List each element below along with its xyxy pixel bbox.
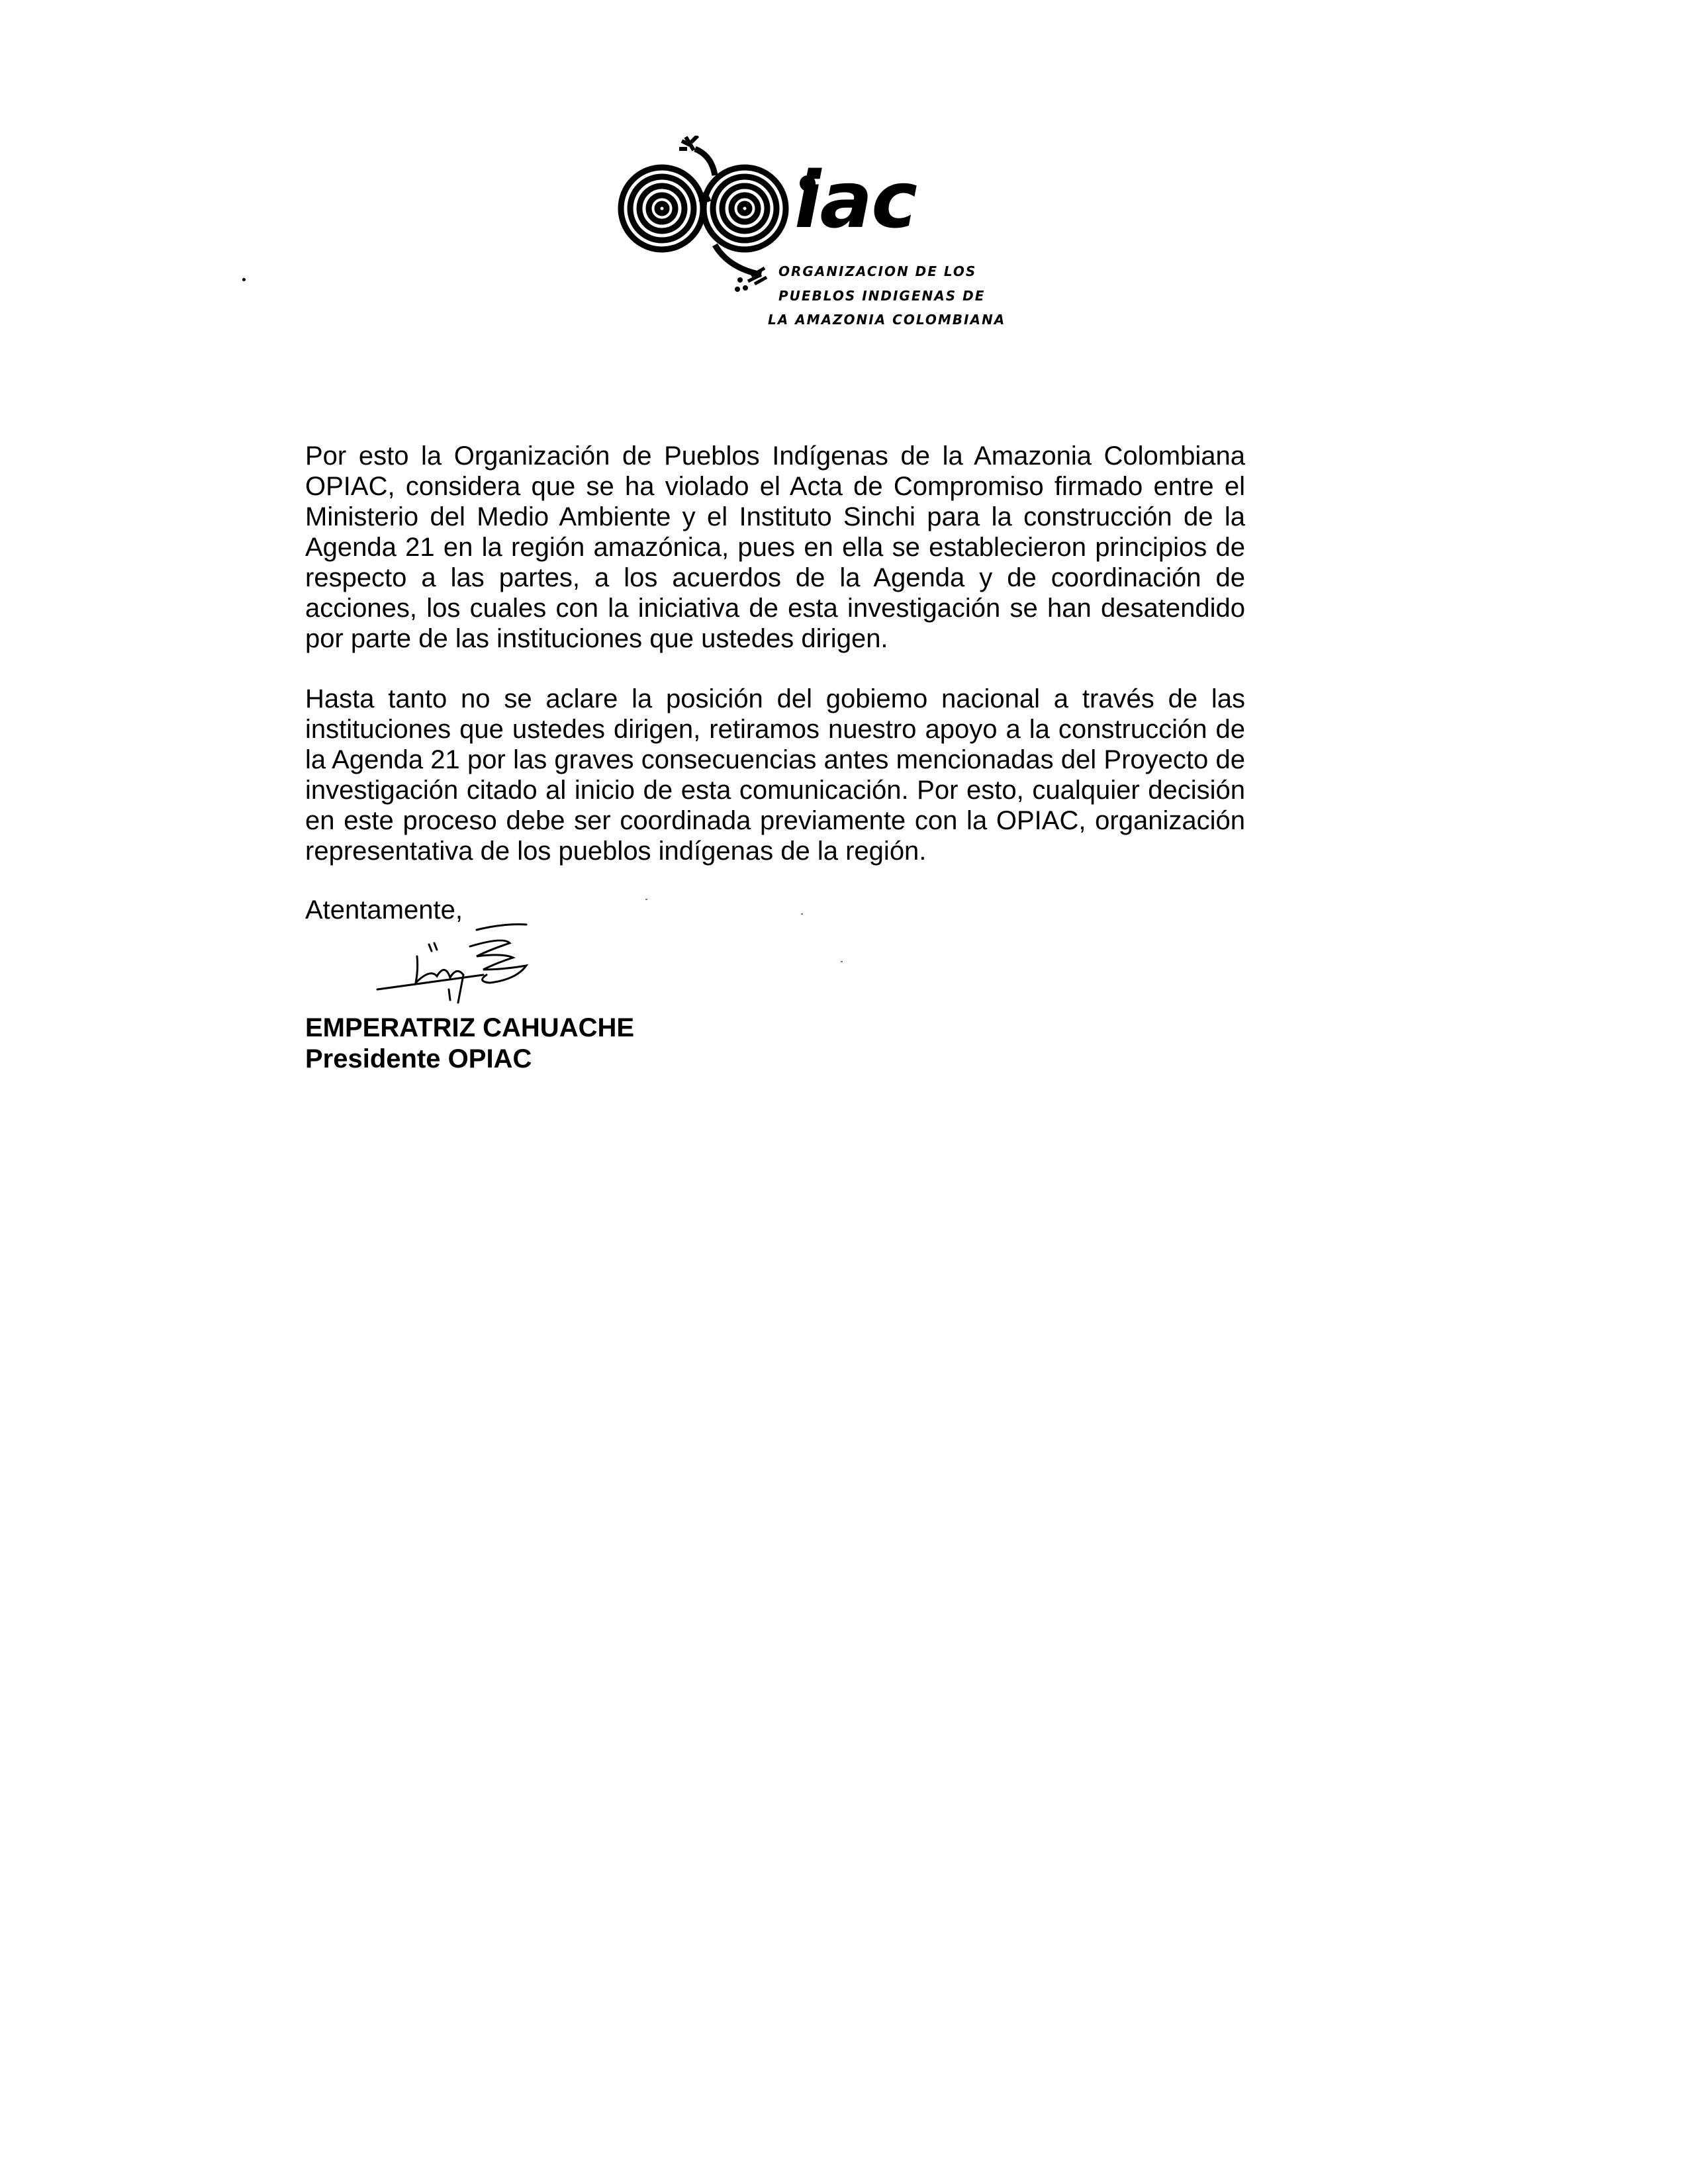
opiac-logo — [616, 136, 1039, 347]
handwritten-signature — [371, 917, 569, 1009]
scan-speck — [801, 913, 803, 915]
logo-wordmark: iac — [794, 154, 917, 246]
body-paragraph-2: Hasta tanto no se aclare la posición del gobiemo nacional a través de las instituciones que ustedes dirigen, retiramos nuestro apoyo a la construcción de la Agenda 21 por las graves consecuencias antes mencionadas del Proyecto de investigación citado al inicio de esta comunicación. Por esto, cualquier decisión en este proceso debe ser coordinada previamente con la OPIAC, organización representativa de los pueblos indígenas de la región. — [305, 684, 1245, 866]
closing-salutation: Atentamente, — [305, 895, 463, 925]
body-paragraph-1: Por esto la Organización de Pueblos Indígenas de la Amazonia Colombiana OPIAC, considera que se ha violado el Acta de Compromiso firmado entre el Ministerio del Medio Ambiente y el Instituto Sinchi para la construcción de la Agenda 21 en la región amazónica, pues en ella se establecieron principios de respecto a las partes, a los acuerdos de la Agenda y de coordinación de acciones, los cuales con la iniciativa de esta investigación se han desatendido por parte de las instituciones que ustedes dirigen. — [305, 441, 1245, 653]
logo-tagline-line1: ORGANIZACION DE LOS — [778, 263, 977, 279]
signature-icon — [371, 917, 569, 1009]
scan-speck — [841, 961, 843, 962]
signer-name: EMPERATRIZ CAHUACHE — [305, 1013, 635, 1042]
logo-tagline-line3: LA AMAZONIA COLOMBIANA — [768, 312, 1006, 328]
signer-title: Presidente OPIAC — [305, 1044, 532, 1073]
scan-speck — [645, 899, 647, 900]
logo-tagline-line2: PUEBLOS INDIGENAS DE — [778, 288, 986, 304]
scan-speck — [242, 278, 246, 281]
